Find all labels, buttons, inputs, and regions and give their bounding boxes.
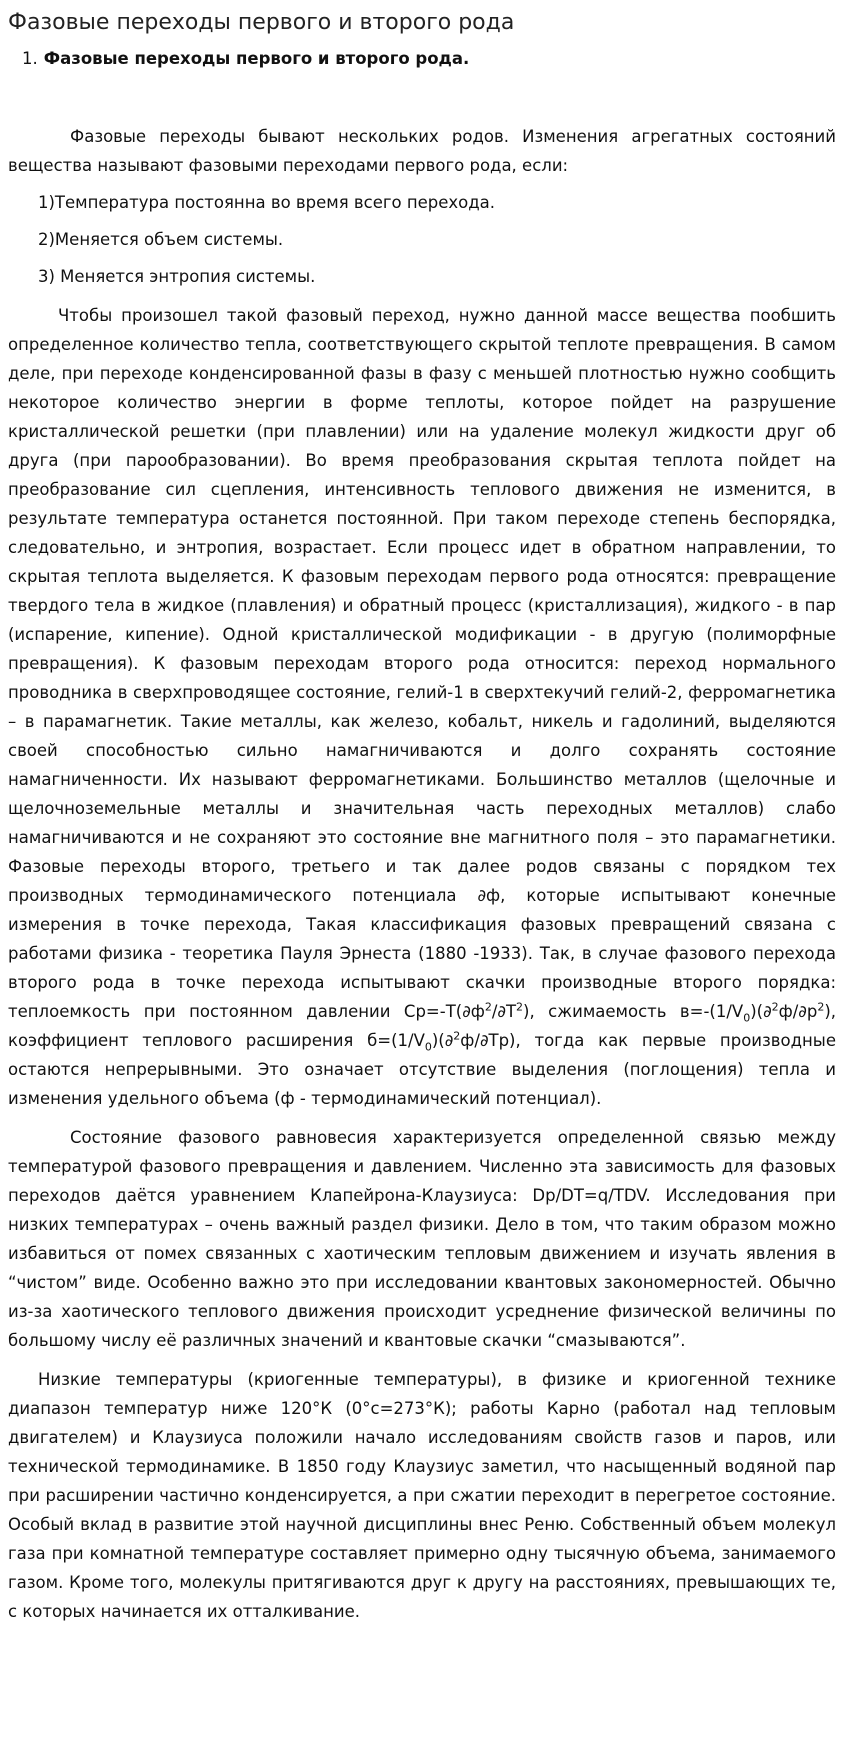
- paragraph-first-order-text: Чтобы произошел такой фазовый переход, нужно данной массе вещества пообшить определенное количество тепла, соответствующего скрытой теплоте превращения. В самом деле, при переходе конденсированной фазы в фазу с меньшей плотностью нужно сообщить некоторое количество энергии в форме теплоты, которое пойдет на разрушение кристаллической решетки (при плавлении) или на удаление молекул жидкости друг об друга (при парообразовании). Во время преобразования скрытая теплота пойдет на преобразование сил сцепления, интенсивность теплового движения не изменится, в результате температура останется постоянной. При таком переходе степень беспорядка, следовательно, и энтропия, возрастает. Если процесс идет в обратном направлении, то скрытая теплота выделяется. К фазовым переходам первого рода относятся: превращение твердого тела в жидкое (плавления) и обратный процесс (кристаллизация), жидкого - в пар (испарение, кипение). Одной кристаллической модификации - в другую (полиморфные превращения). К фазовым переходам второго рода относится: переход нормального проводника в сверхпроводящее состояние, гелий-1 в сверхтекучий гелий-2, ферромагнетика – в парамагнетик. Такие металлы, как железо, кобальт, никель и гадолиний, выделяются своей способностью сильно намагничиваются и долго сохранять состояние намагниченности. Их называют ферромагнетиками. Большинство металлов (щелочные и щелочноземельные металлы и значительная часть переходных металлов) слабо намагничиваются и не сохраняют это состояние вне магнитного поля – это парамагнетики. Фазовые переходы второго, третьего и так далее родов связаны с порядком тех производных термодинамического потенциала ∂ф, которые испытывают конечные измерения в точке перехода, Такая классификация фазовых превращений связана с работами физика - теоретика Пауля Эрнеста (1880 -1933). Так, в случае фазового перехода второго рода в точке перехода испытывают скачки производные второго порядка: теплоемкость при постоянном давлении Ср=-Т(∂ф: [8, 306, 836, 1021]
- document-title: Фазовые переходы первого и второго рода: [8, 10, 515, 35]
- subscript: 0: [743, 1011, 751, 1025]
- formula-text: )(∂: [750, 1002, 772, 1021]
- formula-text: ), сжимаемость в=-(1/V: [523, 1002, 744, 1021]
- condition-item: 2)Меняется объем системы.: [38, 230, 284, 249]
- exponent: 2: [771, 1000, 779, 1014]
- condition-item: 3) Меняется энтропия системы.: [38, 267, 316, 286]
- subscript: 0: [424, 1040, 432, 1054]
- intro-paragraph: Фазовые переходы бывают нескольких родов. Изменения агрегатных состояний вещества называют фазовыми переходами первого рода, если:: [8, 127, 836, 175]
- exponent: 2: [453, 1029, 461, 1043]
- formula-text: /∂Т: [491, 1002, 517, 1021]
- formula-text: ф/∂Тр), тогда как первые производные остаются непрерывными. Это означает отсутствие выделения (поглощения) тепла и изменения удельного объема (ф - термодинамический потенциал).: [8, 1031, 836, 1108]
- section-number: 1.: [22, 49, 38, 68]
- section-heading: [22, 48, 840, 70]
- paragraph-equilibrium: Состояние фазового равновесия характеризуется определенной связью между температурой фазового превращения и давлением. Численно эта зависимость для фазовых переходов даётся уравнением Клапейрона-Клаузиуса: Dp/DT=q/TDV. Исследования при низких температурах – очень важный раздел физики. Дело в том, что таким образом можно избавиться от помех связанных с хаотическим тепловым движением и изучать явления в “чистом” виде. Особенно важно это при исследовании квантовых закономерностей. Обычно из-за хаотического теплового движения происходит усреднение физической величины по большому числу её различных значений и квантовые скачки “смазываются”.: [8, 1128, 836, 1350]
- formula-text: ф/∂р: [778, 1002, 818, 1021]
- paragraph-first-order: [8, 301, 840, 1113]
- exponent: 2: [817, 1000, 825, 1014]
- paragraph-low-temperatures: Низкие температуры (криогенные температуры), в физике и криогенной технике диапазон температур ниже 120°К (0°с=273°К); работы Карно (работал над тепловым двигателем) и Клаузиуса положили начало исследованиям свойств газов и паров, или технической термодинамике. В 1850 году Клаузиус заметил, что насыщенный водяной пар при расширении частично конденсируется, а при сжатии переходит в перегретое состояние. Особый вклад в развитие этой научной дисциплины внес Реню. Собственный объем молекул газа при комнатной температуре составляет примерно одну тысячную объема, занимаемого газом. Кроме того, молекулы притягиваются друг к другу на расстояниях, превышающих те, с которых начинается их отталкивание.: [8, 1370, 836, 1621]
- exponent: 2: [516, 1000, 524, 1014]
- exponent: 2: [484, 1000, 492, 1014]
- formula-text: ), коэффициент теплового расширения б=(1/V: [8, 1002, 836, 1050]
- condition-item: 1)Температура постоянна во время всего перехода.: [38, 193, 496, 212]
- section-heading-text: Фазовые переходы первого и второго рода.: [43, 49, 470, 68]
- formula-text: )(∂: [431, 1031, 454, 1050]
